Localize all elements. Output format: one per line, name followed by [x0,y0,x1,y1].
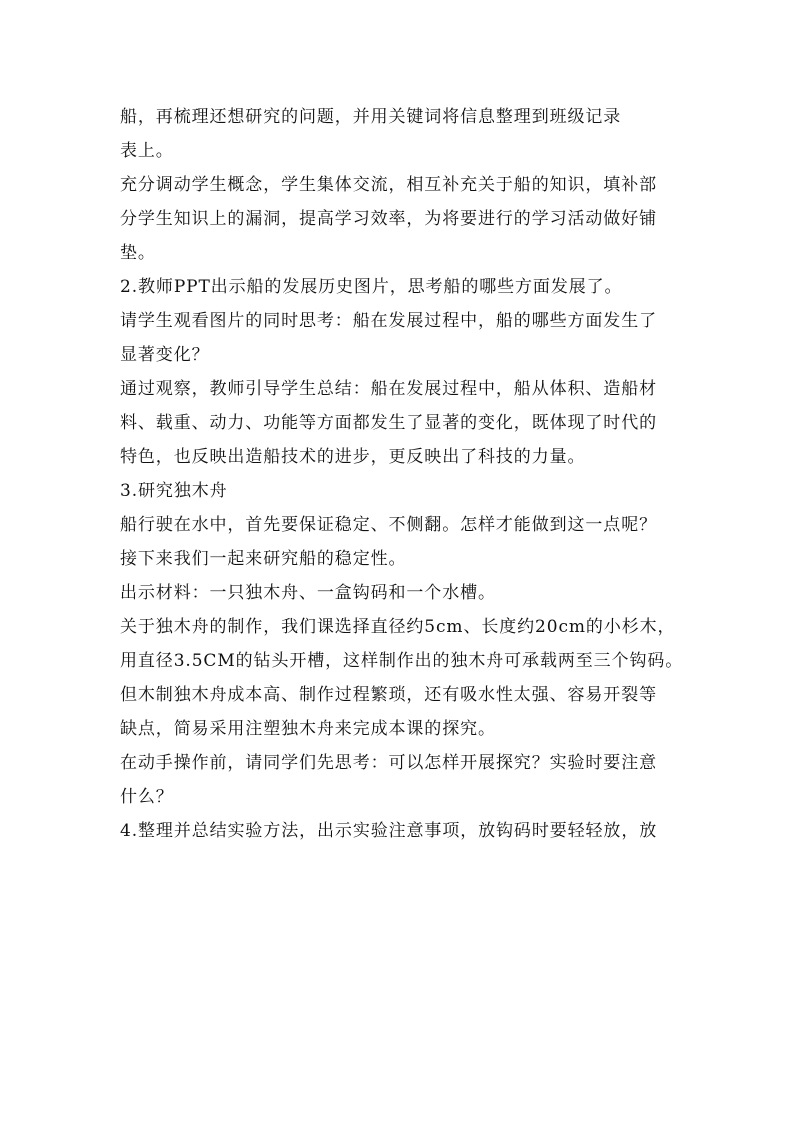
section-heading-3: 3.研究独木舟 [120,481,228,501]
text-line: 船，再梳理还想研究的问题，并用关键词将信息整理到班级记录 [120,107,622,127]
text-line: 表上。 [120,141,174,161]
text-line: 接下来我们一起来研究船的稳定性。 [120,549,407,569]
text-line: 用直径3.5CM的钻头开槽，这样制作出的独木舟可承载两至三个钩码。 [120,651,684,671]
text-line: 在动手操作前，请同学们先思考：可以怎样开展探究？实验时要注意 [120,753,657,773]
text-line: 但木制独木舟成本高、制作过程繁琐，还有吸水性太强、容易开裂等 [120,685,657,705]
text-line: 充分调动学生概念，学生集体交流，相互补充关于船的知识，填补部 [120,175,657,195]
text-line: 分学生知识上的漏洞，提高学习效率，为将要进行的学习活动做好铺 [120,209,657,229]
text-line: 什么？ [120,787,174,807]
text-line: 垫。 [120,243,156,263]
text-line: 出示材料：一只独木舟、一盒钩码和一个水槽。 [120,583,496,603]
text-line: 关于独木舟的制作，我们课选择直径约5cm、长度约20cm的小杉木， [120,617,676,637]
text-line: 显著变化？ [120,345,210,365]
text-line: 船行驶在水中，首先要保证稳定、不侧翻。怎样才能做到这一点呢？ [120,515,657,535]
text-line: 请学生观看图片的同时思考：船在发展过程中，船的哪些方面发生了 [120,311,657,331]
text-line: 缺点，简易采用注塑独木舟来完成本课的探究。 [120,719,496,739]
text-line: 料、载重、动力、功能等方面都发生了显著的变化，既体现了时代的 [120,413,657,433]
document-body [120,100,690,848]
text-line: 特色，也反映出造船技术的进步，更反映出了科技的力量。 [120,447,586,467]
section-heading-4: 4.整理并总结实验方法，出示实验注意事项，放钩码时要轻轻放，放 [120,821,658,841]
text-line: 通过观察，教师引导学生总结：船在发展过程中，船从体积、造船材 [120,379,657,399]
section-heading-2: 2.教师PPT出示船的发展历史图片，思考船的哪些方面发展了。 [120,277,623,297]
